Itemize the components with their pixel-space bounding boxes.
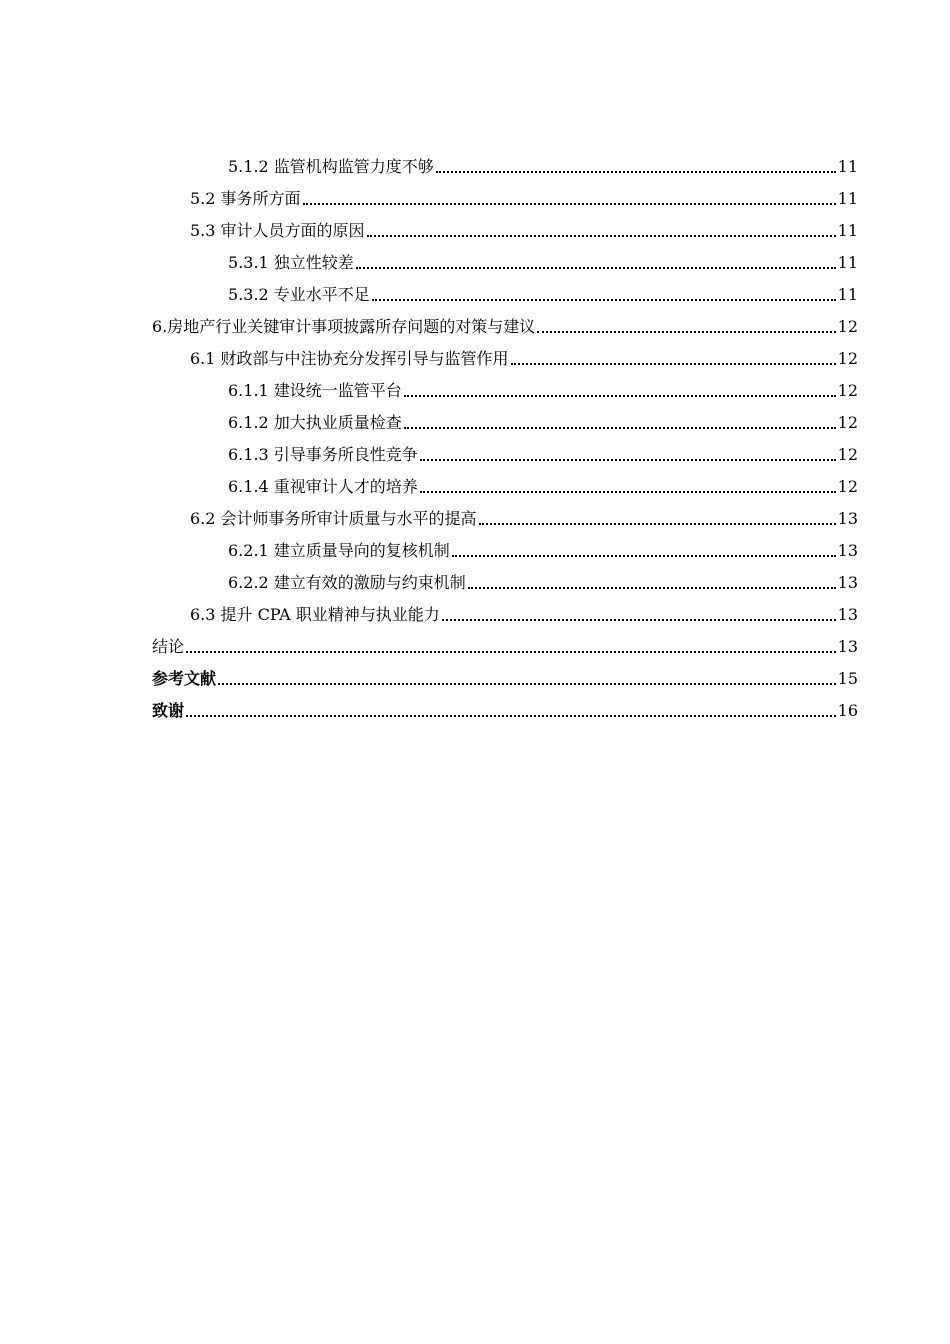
dot-leader xyxy=(303,203,836,205)
dot-leader xyxy=(436,171,836,173)
toc-entry-label: 5.2 事务所方面 xyxy=(190,189,301,208)
toc-entry-page-number: 11 xyxy=(837,189,858,208)
dot-leader xyxy=(468,587,836,589)
dot-leader xyxy=(442,619,836,621)
toc-entry-label: 6.1.1 建设统一监管平台 xyxy=(228,381,402,400)
toc-entry-page-number: 12 xyxy=(837,413,858,432)
dot-leader xyxy=(537,331,835,333)
toc-entry-label: 结论 xyxy=(152,637,185,656)
toc-entry-label: 6.1.3 引导事务所良性竞争 xyxy=(228,445,418,464)
toc-entry[interactable] xyxy=(0,401,950,433)
dot-leader xyxy=(186,715,836,717)
toc-entry-label: 5.3.1 独立性较差 xyxy=(228,253,354,272)
toc-entry[interactable] xyxy=(0,465,950,497)
toc-entry-label: 6.1.2 加大执业质量检查 xyxy=(228,413,402,432)
toc-entry-page-number: 13 xyxy=(837,541,858,560)
toc-entry-label: 6.3 提升 CPA 职业精神与执业能力 xyxy=(190,605,440,624)
toc-entry-page-number: 15 xyxy=(837,669,858,688)
toc-entry[interactable] xyxy=(0,305,950,337)
toc-entry[interactable] xyxy=(0,433,950,465)
toc-entry[interactable] xyxy=(0,529,950,561)
toc-entry[interactable] xyxy=(0,177,950,209)
toc-entry-label: 致谢 xyxy=(152,701,185,720)
toc-entry-label: 5.3.2 专业水平不足 xyxy=(228,285,370,304)
toc-entry-page-number: 16 xyxy=(837,701,858,720)
toc-entry[interactable] xyxy=(0,561,950,593)
toc-entry-label: 6.2.2 建立有效的激励与约束机制 xyxy=(228,573,466,592)
dot-leader xyxy=(218,683,836,685)
toc-entry-label: 6.1.4 重视审计人才的培养 xyxy=(228,477,418,496)
toc-entry[interactable] xyxy=(0,625,950,657)
toc-entry[interactable] xyxy=(0,145,950,177)
dot-leader xyxy=(420,459,836,461)
dot-leader xyxy=(367,235,836,237)
toc-entry[interactable] xyxy=(0,657,950,689)
toc-entry-page-number: 12 xyxy=(837,477,858,496)
toc-entry[interactable] xyxy=(0,369,950,401)
toc-entry-page-number: 13 xyxy=(837,605,858,624)
toc-entry[interactable] xyxy=(0,337,950,369)
dot-leader xyxy=(420,491,836,493)
toc-entry[interactable] xyxy=(0,593,950,625)
table-of-contents xyxy=(0,145,950,721)
toc-entry-page-number: 13 xyxy=(837,637,858,656)
dot-leader xyxy=(372,299,836,301)
dot-leader xyxy=(356,267,836,269)
toc-entry-label: 6.2 会计师事务所审计质量与水平的提高 xyxy=(190,509,477,528)
toc-entry-page-number: 11 xyxy=(837,285,858,304)
dot-leader xyxy=(404,395,836,397)
toc-entry[interactable] xyxy=(0,241,950,273)
toc-entry-label: 参考文献 xyxy=(152,669,217,688)
dot-leader xyxy=(452,555,836,557)
toc-entry[interactable] xyxy=(0,209,950,241)
toc-entry-label: 6.2.1 建立质量导向的复核机制 xyxy=(228,541,450,560)
toc-entry-page-number: 11 xyxy=(837,157,858,176)
toc-entry-label: 5.3 审计人员方面的原因 xyxy=(190,221,365,240)
toc-entry-label: 6.1 财政部与中注协充分发挥引导与监管作用 xyxy=(190,349,509,368)
toc-entry-page-number: 12 xyxy=(837,317,858,336)
toc-entry[interactable] xyxy=(0,497,950,529)
toc-entry-page-number: 11 xyxy=(837,221,858,240)
toc-entry-page-number: 12 xyxy=(837,445,858,464)
dot-leader xyxy=(404,427,836,429)
toc-entry[interactable] xyxy=(0,689,950,721)
toc-entry[interactable] xyxy=(0,273,950,305)
toc-entry-page-number: 13 xyxy=(837,509,858,528)
dot-leader xyxy=(186,651,836,653)
dot-leader xyxy=(511,363,836,365)
toc-entry-page-number: 11 xyxy=(837,253,858,272)
toc-entry-label: 6.房地产行业关键审计事项披露所存问题的对策与建议 xyxy=(152,317,536,336)
toc-entry-page-number: 12 xyxy=(837,381,858,400)
toc-entry-page-number: 13 xyxy=(837,573,858,592)
toc-entry-label: 5.1.2 监管机构监管力度不够 xyxy=(228,157,434,176)
toc-entry-page-number: 12 xyxy=(837,349,858,368)
dot-leader xyxy=(479,523,836,525)
